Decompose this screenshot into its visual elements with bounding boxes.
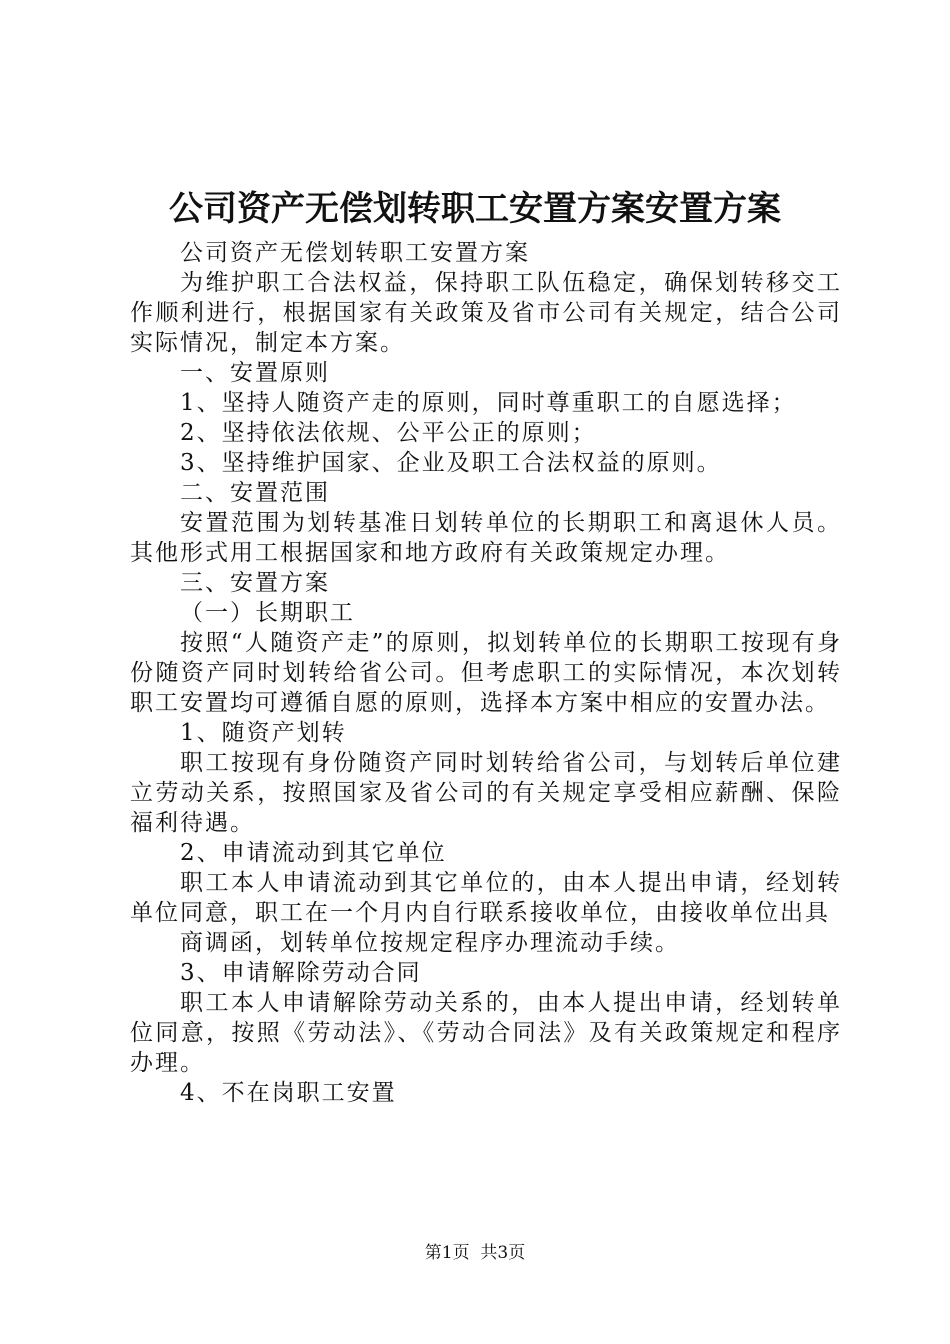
paragraph: 职工按现有身份随资产同时划转给省公司，与划转后单位建立劳动关系，按照国家及省公司的有关规定享受相应薪酬、保险福利待遇。 xyxy=(130,750,842,836)
subsection-heading: 3、申请解除劳动合同 xyxy=(180,960,422,986)
subsection-heading: 1、随资产划转 xyxy=(180,720,347,746)
list-item: 3、坚持维护国家、企业及职工合法权益的原则。 xyxy=(180,450,722,476)
document-body xyxy=(130,238,842,1108)
subsection-heading: 2、申请流动到其它单位 xyxy=(180,840,447,866)
list-item: 1、坚持人随资产走的原则，同时尊重职工的自愿选择； xyxy=(180,390,797,416)
subsection-heading: （一）长期职工 xyxy=(180,600,355,626)
list-item: 2、坚持依法依规、公平公正的原则； xyxy=(180,420,597,446)
page-number: 第1页 共3页 xyxy=(424,1243,526,1263)
paragraph: 商调函，划转单位按规定程序办理流动手续。 xyxy=(180,930,680,956)
paragraph: 职工本人申请流动到其它单位的，由本人提出申请，经划转单位同意，职工在一个月内自行联系接收单位，由接收单位出具 xyxy=(130,870,842,926)
page-footer xyxy=(0,1241,950,1265)
subsection-heading: 4、不在岗职工安置 xyxy=(180,1080,397,1106)
paragraph: 公司资产无偿划转职工安置方案 xyxy=(180,240,530,266)
paragraph: 安置范围为划转基准日划转单位的长期职工和离退休人员。其他形式用工根据国家和地方政府有关政策规定办理。 xyxy=(130,510,842,566)
section-heading: 二、安置范围 xyxy=(180,480,330,506)
paragraph: 按照“人随资产走”的原则，拟划转单位的长期职工按现有身份随资产同时划转给省公司。但考虑职工的实际情况，本次划转职工安置均可遵循自愿的原则，选择本方案中相应的安置办法。 xyxy=(130,630,842,716)
document-title: 公司资产无偿划转职工安置方案安置方案 xyxy=(169,189,781,229)
section-heading: 三、安置方案 xyxy=(180,570,330,596)
section-heading: 一、安置原则 xyxy=(180,360,330,386)
paragraph: 为维护职工合法权益，保持职工队伍稳定，确保划转移交工作顺利进行，根据国家有关政策及省市公司有关规定，结合公司实际情况，制定本方案。 xyxy=(130,270,842,356)
paragraph: 职工本人申请解除劳动关系的，由本人提出申请，经划转单位同意，按照《劳动法》、《劳动合同法》及有关政策规定和程序办理。 xyxy=(130,990,842,1076)
